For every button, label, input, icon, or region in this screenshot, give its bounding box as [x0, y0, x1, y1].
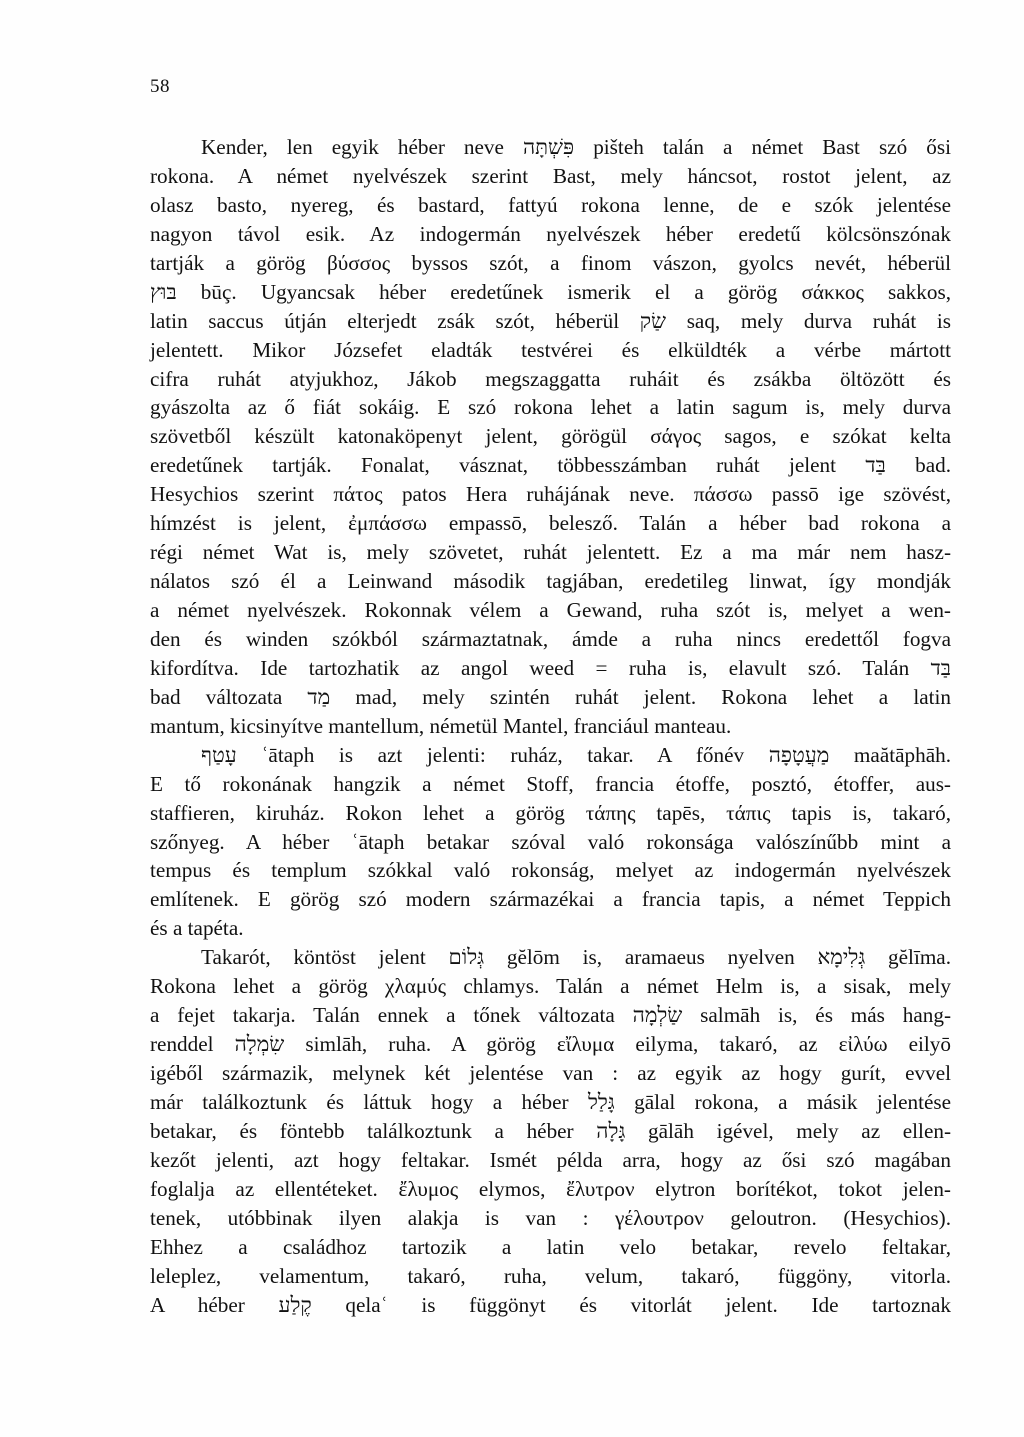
- text-line: és a tapéta.: [150, 916, 244, 941]
- text-line: hímzést is jelent, ἐμπάσσω empassō, belesző. Talán a héber bad rokona a: [150, 511, 951, 536]
- text-line: E tő rokonának hangzik a német Stoff, francia étoffe, posztó, étoffer, aus-: [150, 771, 951, 796]
- text-line: gyászolta az ő fiát sokáig. E szó rokona lehet a latin sagum is, mely durva: [150, 395, 951, 420]
- paragraph: [150, 943, 951, 1319]
- text-line: jelentett. Mikor Józsefet eladták testvérei és elküldték a vérbe mártott: [150, 337, 951, 362]
- paragraph: [150, 133, 951, 741]
- text-line: renddel שִׂמְלָה simlāh, ruha. A görög εἴλυμα eilyma, takaró, az εἰλύω eilyō: [150, 1032, 951, 1057]
- text-line: Takarót, köntöst jelent גְּלוֹם gĕlōm is, aramaeus nyelven גְּלִימָא gĕlīma.: [201, 945, 952, 970]
- text-line: a német nyelvészek. Rokonnak vélem a Gewand, ruha szót is, melyet a wen-: [150, 598, 951, 622]
- text-line: igéből származik, melynek két jelentése van : az egyik az hogy gurít, evvel: [150, 1061, 951, 1085]
- text-line: tempus és templum szókkal való rokonság, melyet az indogermán nyelvészek: [150, 858, 951, 883]
- text-line: בּוּץ būç. Ugyancsak héber eredetűnek ismerik el a görög σάκκος sakkos,: [150, 279, 951, 304]
- text-line: már találkoztunk és láttuk hogy a héber גָּלַל gālal rokona, a másik jelentése: [150, 1089, 952, 1114]
- text-line: Rokona lehet a görög χλαμύς chlamys. Talán a német Helm is, a sisak, mely: [150, 974, 951, 999]
- text-line: foglalja az ellentéteket. ἔλυμος elymos, ἔλυτρον elytron borítékot, tokot jelen-: [150, 1176, 951, 1201]
- text-line: Kender, len egyik héber neve פִּשְׁתָּה pišteh talán a német Bast szó ősi: [201, 135, 951, 159]
- text-line: mantum, kicsinyítve mantellum, németül Mantel, franciául manteau.: [150, 713, 732, 738]
- text-line: említenek. E görög szó modern származékai a francia tapis, a német Teppich: [150, 887, 951, 912]
- text-line: tenek, utóbbinak ilyen alakja is van : γέλουτρον geloutron. (Hesychios).: [150, 1205, 951, 1230]
- text-line: tartják a görög βύσσος byssos szót, a finom vászon, gyolcs nevét, héberül: [150, 250, 951, 275]
- text-line: nagyon távol esik. Az indogermán nyelvészek héber eredetű kölcsönszónak: [150, 221, 951, 246]
- text-line: eredetűnek tartják. Fonalat, vásznat, többesszámban ruhát jelent בַּד bad.: [150, 453, 951, 478]
- text-line: kifordítva. Ide tartozhatik az angol weed = ruha is, elavult szó. Talán בַּד: [150, 655, 951, 680]
- text-line: betakar, és föntebb találkoztunk a héber גָּלָה gālāh igével, mely az ellen-: [150, 1118, 952, 1143]
- text-line: nálatos szó él a Leinwand második tagjában, eredetileg linwat, így mondják: [150, 569, 951, 594]
- text-line: olasz basto, nyereg, és bastard, fattyú rokona lenne, de e szók jelentése: [150, 192, 951, 217]
- body-text: [150, 133, 951, 1319]
- text-line: cifra ruhát atyjukhoz, Jákob megszaggatta ruháit és zsákba öltözött és: [150, 366, 951, 391]
- paragraph: [150, 741, 951, 944]
- text-line: den és winden szókból származtatnak, ámde a ruha nincs eredettől fogva: [150, 626, 951, 651]
- text-line: Ehhez a családhoz tartozik a latin velo betakar, revelo feltakar,: [150, 1234, 951, 1259]
- text-line: Hesychios szerint πάτος patos Hera ruhájának neve. πάσσω passō ige szövést,: [150, 482, 951, 507]
- text-line: a fejet takarja. Talán ennek a tőnek változata שַׂלְמָה salmāh is, és más hang-: [150, 1003, 952, 1028]
- text-line: עָטַף ʿātaph is azt jelenti: ruház, takar. A főnév מַעֲטָפָה maătāphāh.: [201, 742, 951, 767]
- text-line: rokona. A német nyelvészek szerint Bast, mely háncsot, rostot jelent, az: [150, 163, 951, 188]
- text-line: kezőt jelenti, azt hogy feltakar. Ismét példa arra, hogy az ősi szó magában: [150, 1147, 951, 1172]
- text-line: szövetből készült katonaköpenyt jelent, görögül σάγος sagos, e szókat kelta: [150, 424, 951, 449]
- text-line: régi német Wat is, mely szövetet, ruhát jelentett. Ez a ma már nem hasz-: [150, 540, 951, 565]
- text-line: staffieren, kiruház. Rokon lehet a görög τάπης tapēs, τάπις tapis is, takaró,: [150, 800, 951, 825]
- page-number: 58: [150, 76, 170, 97]
- text-line: leleplez, velamentum, takaró, ruha, velum, takaró, függöny, vitorla.: [150, 1263, 951, 1288]
- text-line: szőnyeg. A héber ʿātaph betakar szóval való rokonsága valószínűbb mint a: [150, 829, 951, 854]
- text-line: latin saccus útján elterjedt zsák szót, héberül שַׂק saq, mely durva ruhát is: [150, 308, 951, 333]
- text-line: bad változata מַד mad, mely szintén ruhát jelent. Rokona lehet a latin: [150, 684, 951, 709]
- text-line: A héber קֶלַע qelaʿ is függönyt és vitorlát jelent. Ide tartoznak: [150, 1292, 951, 1317]
